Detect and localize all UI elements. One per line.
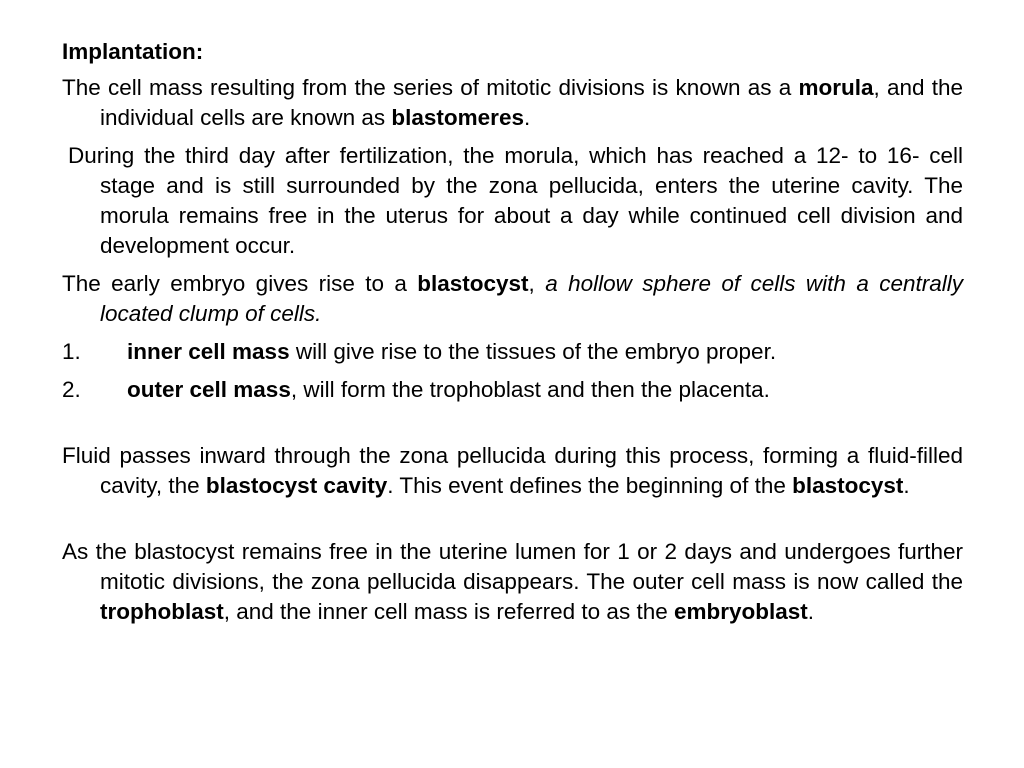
text-run: , will form the trophoblast and then the placenta. [290, 377, 770, 402]
text-run: Fluid passes inward through the zona pellucida during this process, forming a fluid-filled cavity, the [62, 443, 963, 498]
blastocyst-definition: a hollow sphere of cells with a centrally located clump of cells. [100, 271, 963, 326]
list-text [127, 375, 963, 405]
text-run: , and the individual cells are known as [100, 75, 963, 130]
text-run: The early embryo gives rise to a [62, 271, 418, 296]
term-morula: morula [798, 75, 874, 100]
paragraph-fluid [62, 441, 963, 501]
list-number: 1. [62, 339, 81, 364]
text-run: , and the inner cell mass is referred to as the [223, 599, 674, 624]
text-run: will give rise to the tissues of the embryo proper. [289, 339, 777, 364]
slide-content [62, 37, 963, 635]
text-run: . [903, 473, 910, 498]
text-run: The cell mass resulting from the series of mitotic divisions is known as a [62, 75, 799, 100]
term-blastocyst: blastocyst [417, 271, 529, 296]
list-text [127, 337, 963, 367]
list-item-inner-cell-mass [62, 337, 963, 367]
text-run: , [528, 271, 546, 296]
term-outer-cell-mass: outer cell mass [127, 377, 291, 402]
term-blastocyst-cavity: blastocyst cavity [205, 473, 388, 498]
paragraph-blastocyst [62, 269, 963, 329]
list-item-outer-cell-mass [62, 375, 963, 405]
slide-heading: Implantation: [62, 39, 204, 64]
paragraph-morula [62, 73, 963, 133]
text-run: . [523, 105, 531, 130]
list-number: 2. [62, 377, 81, 402]
paragraph-trophoblast [62, 537, 963, 627]
term-blastocyst: blastocyst [792, 473, 904, 498]
text-run: . [807, 599, 815, 624]
text-run: . This event defines the beginning of the [387, 473, 793, 498]
term-embryoblast: embryoblast [673, 599, 808, 624]
text-run: During the third day after fertilization, the morula, which has reached a 12- to 16- cell stage and is still surrounded by the zona pellucida, enters the uterine cavity. The morula remains free in the uterus for about a day while continued cell division and development occur. [68, 143, 963, 258]
term-blastomeres: blastomeres [391, 105, 524, 130]
term-trophoblast: trophoblast [100, 599, 224, 624]
text-run: As the blastocyst remains free in the uterine lumen for 1 or 2 days and undergoes further mitotic divisions, the zona pellucida disappears. The outer cell mass is now called the [62, 539, 963, 594]
paragraph-third-day [62, 141, 963, 261]
term-inner-cell-mass: inner cell mass [127, 339, 290, 364]
